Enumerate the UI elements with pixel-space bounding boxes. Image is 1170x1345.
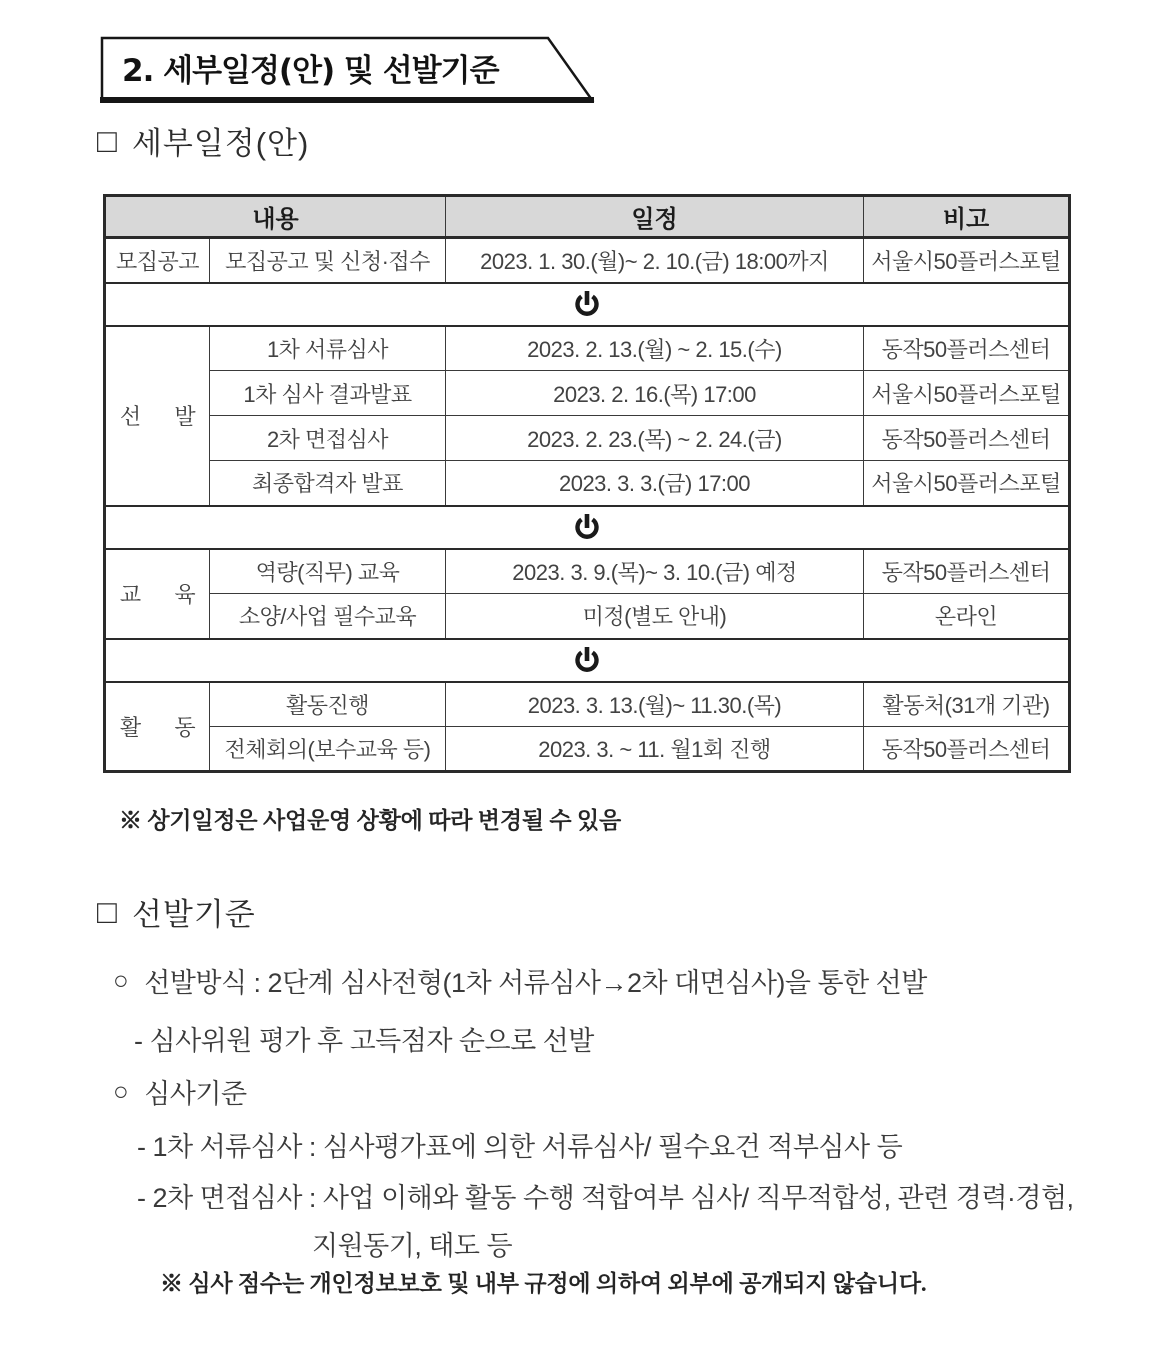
cell-item: 모집공고 및 신청·접수 (210, 238, 446, 283)
table-row-announce (105, 238, 1070, 283)
schedule-change-note: ※ 상기일정은 사업운영 상황에 따라 변경될 수 있음 (119, 808, 622, 833)
cell-item: 1차 서류심사 (210, 326, 446, 371)
cell-schedule: 2023. 1. 30.(월)~ 2. 10.(금) 18:00까지 (446, 238, 864, 283)
square-bullet-icon: □ (97, 122, 118, 159)
cell-schedule: 2023. 3. 13.(월)~ 11.30.(목) (446, 682, 864, 727)
circle-bullet-icon: ○ (113, 1076, 129, 1106)
criteria-sub1-text: - 1차 서류심사 : 심사평가표에 의한 서류심사/ 필수요건 적부심사 등 (137, 1132, 903, 1162)
header-content: 내용 (105, 196, 446, 238)
schedule-table (103, 194, 1071, 773)
cell-note: 서울시50플러스포털 (864, 371, 1070, 416)
table-row (105, 326, 1070, 371)
table-row (105, 727, 1070, 772)
cell-item: 최종합격자 발표 (210, 461, 446, 506)
cell-schedule: 2023. 3. ~ 11. 월1회 진행 (446, 727, 864, 772)
group-education: 교 육 (105, 549, 210, 639)
cell-note: 동작50플러스센터 (864, 416, 1070, 461)
cell-schedule: 미정(별도 안내) (446, 594, 864, 639)
table-header-row (105, 196, 1070, 238)
down-arrow-icon (575, 513, 599, 541)
cell-note: 온라인 (864, 594, 1070, 639)
circle-bullet-icon: ○ (113, 965, 129, 995)
section-heading-criteria (97, 889, 256, 934)
cell-schedule: 2023. 2. 16.(목) 17:00 (446, 371, 864, 416)
title-banner (100, 34, 610, 108)
cell-schedule: 2023. 3. 9.(목)~ 3. 10.(금) 예정 (446, 549, 864, 594)
criteria-method-sub-text: - 심사위원 평가 후 고득점자 순으로 선발 (134, 1026, 594, 1056)
square-bullet-icon: □ (97, 893, 118, 930)
cell-schedule: 2023. 3. 3.(금) 17:00 (446, 461, 864, 506)
group-announce: 모집공고 (105, 238, 210, 283)
criteria-standard-text: 심사기준 (144, 1079, 247, 1109)
criteria-method-text: 선발방식 : 2단계 심사전형(1차 서류심사→2차 대면심사)을 통한 선발 (144, 968, 927, 998)
cell-note: 동작50플러스센터 (864, 326, 1070, 371)
cell-item: 1차 심사 결과발표 (210, 371, 446, 416)
header-schedule: 일정 (446, 196, 864, 238)
table-row (105, 371, 1070, 416)
table-row (105, 461, 1070, 506)
cell-note: 서울시50플러스포털 (864, 461, 1070, 506)
criteria-method-line (113, 961, 927, 1000)
section-heading-criteria-label: 선발기준 (131, 897, 256, 932)
cell-item: 역량(직무) 교육 (210, 549, 446, 594)
criteria-sub2-text: - 2차 면접심사 : 사업 이해와 활동 수행 적합여부 심사/ 직무적합성, 관련 경력·경험, (137, 1183, 1074, 1213)
header-note: 비고 (864, 196, 1070, 238)
down-arrow-icon (575, 290, 599, 318)
section-heading-schedule-label: 세부일정(안) (131, 126, 310, 161)
flow-arrow-row (105, 506, 1070, 549)
criteria-standard-line (113, 1072, 247, 1111)
table-row (105, 549, 1070, 594)
criteria-sub2-continuation-text: 지원동기, 태도 등 (312, 1231, 513, 1261)
flow-arrow-row (105, 283, 1070, 326)
privacy-note: ※ 심사 점수는 개인정보보호 및 내부 규정에 의하여 외부에 공개되지 않습니다. (160, 1271, 927, 1296)
cell-item: 2차 면접심사 (210, 416, 446, 461)
cell-note: 활동처(31개 기관) (864, 682, 1070, 727)
page-title: 2. 세부일정(안) 및 선발기준 (122, 52, 499, 89)
table-row (105, 682, 1070, 727)
cell-item: 전체회의(보수교육 등) (210, 727, 446, 772)
table-row (105, 594, 1070, 639)
group-activity: 활 동 (105, 682, 210, 772)
cell-note: 서울시50플러스포털 (864, 238, 1070, 283)
cell-schedule: 2023. 2. 13.(월) ~ 2. 15.(수) (446, 326, 864, 371)
flow-arrow-row (105, 639, 1070, 682)
cell-item: 활동진행 (210, 682, 446, 727)
group-selection: 선 발 (105, 326, 210, 506)
cell-item: 소양/사업 필수교육 (210, 594, 446, 639)
section-heading-schedule (97, 118, 309, 163)
cell-schedule: 2023. 2. 23.(목) ~ 2. 24.(금) (446, 416, 864, 461)
cell-note: 동작50플러스센터 (864, 549, 1070, 594)
down-arrow-icon (575, 646, 599, 674)
cell-note: 동작50플러스센터 (864, 727, 1070, 772)
table-row (105, 416, 1070, 461)
